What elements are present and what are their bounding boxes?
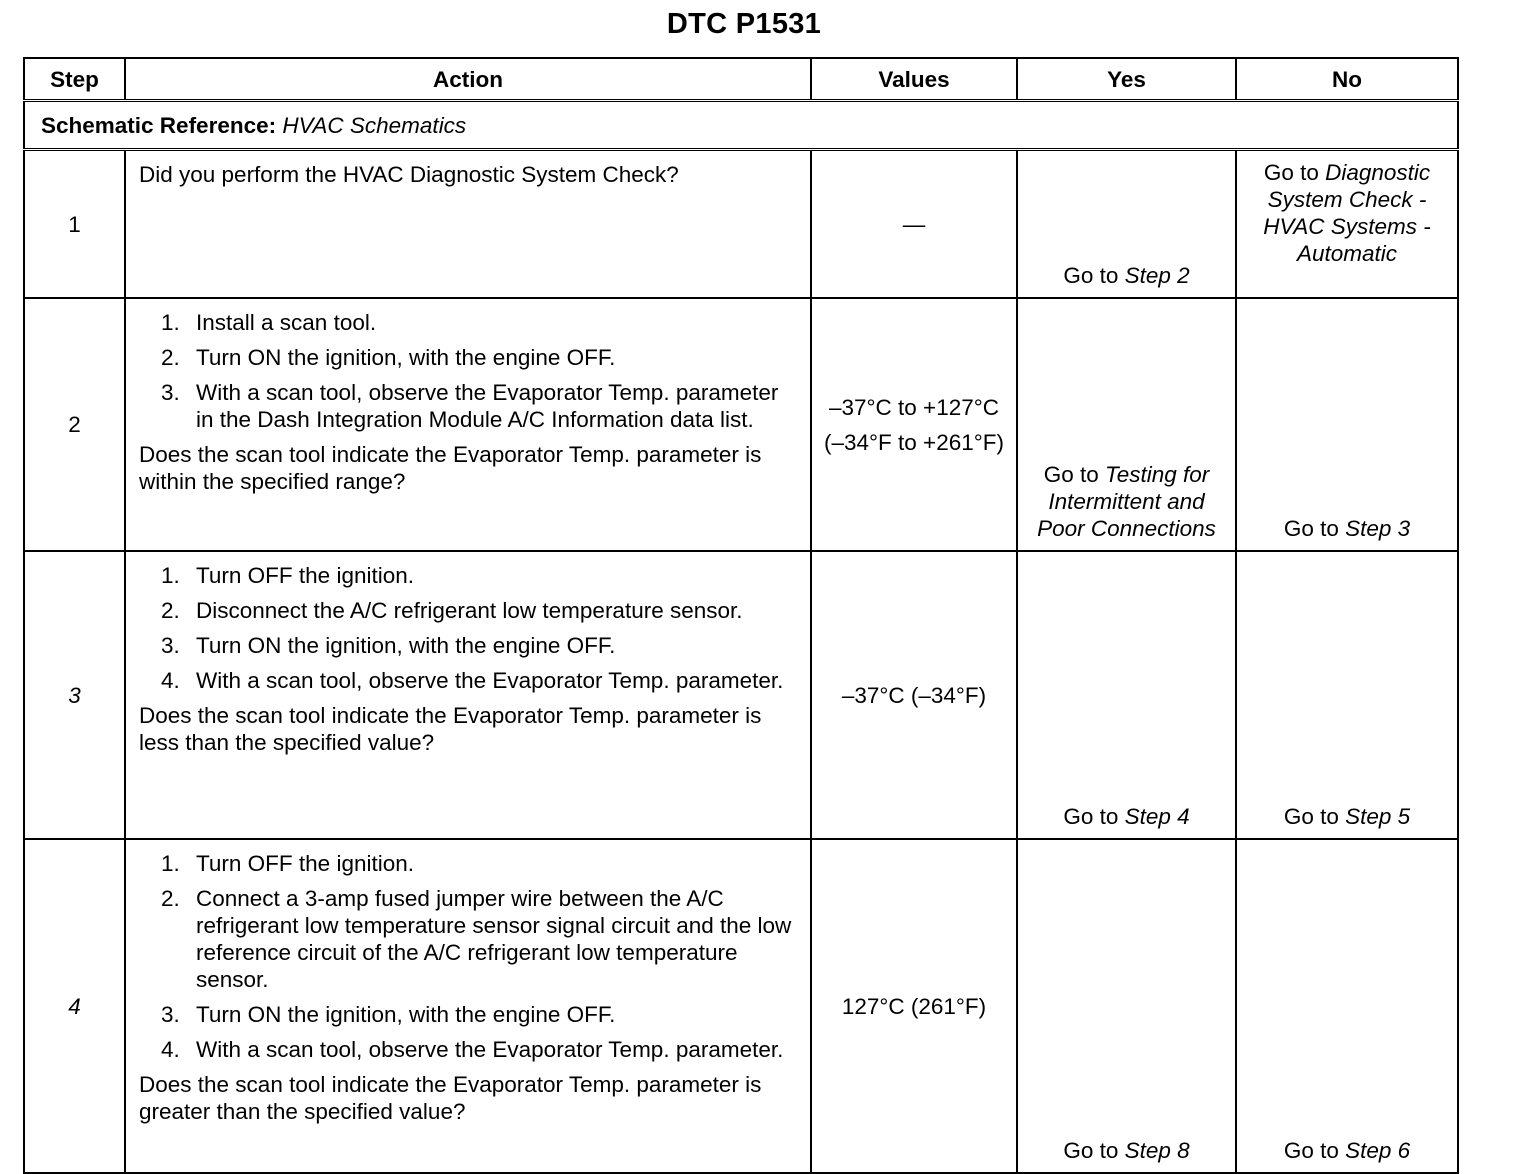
action-question: Does the scan tool indicate the Evaporator Temp. parameter is less than the specified value? [139, 703, 762, 755]
yes-cell [1017, 150, 1236, 299]
action-list [139, 562, 802, 694]
no-cell [1236, 551, 1458, 839]
action-cell [125, 551, 811, 839]
list-item: 1. Turn OFF the ignition. [161, 851, 415, 876]
list-item: 3. Turn ON the ignition, with the engine OFF. [161, 1002, 616, 1027]
action-list [139, 309, 802, 433]
action-cell [125, 298, 811, 551]
no-link[interactable]: Step 6 [1345, 1138, 1411, 1163]
list-item: 2. Disconnect the A/C refrigerant low temperature sensor. [161, 598, 743, 623]
list-item: 2. Connect a 3-amp fused jumper wire between the A/C refrigerant low temperature sensor signal circuit and the low reference circuit of the A/C refrigerant low temperature sensor. [161, 886, 792, 992]
schematic-reference [24, 101, 1458, 150]
list-item: 1. Turn OFF the ignition. [161, 563, 415, 588]
table-row [24, 839, 1458, 1173]
action-list [139, 850, 802, 1063]
diagnostic-table [23, 57, 1459, 1174]
yes-prefix: Go to [1063, 804, 1119, 829]
yes-cell [1017, 298, 1236, 551]
list-item: 1. Install a scan tool. [161, 310, 377, 335]
list-item: 4. With a scan tool, observe the Evaporator Temp. parameter. [161, 668, 784, 693]
no-link[interactable]: Step 5 [1345, 804, 1411, 829]
list-item: 2. Turn ON the ignition, with the engine OFF. [161, 345, 616, 370]
list-item: 3. With a scan tool, observe the Evaporator Temp. parameter in the Dash Integration Module A/C Information data list. [161, 380, 779, 432]
value-cell [811, 298, 1017, 551]
header-row [24, 58, 1458, 101]
table-row [24, 150, 1458, 299]
step-number: 2 [24, 298, 125, 551]
action-question: Does the scan tool indicate the Evaporator Temp. parameter is greater than the specified value? [139, 1072, 762, 1124]
value-cell: –37°C (–34°F) [811, 551, 1017, 839]
header-action: Action [125, 58, 811, 101]
list-item: 4. With a scan tool, observe the Evaporator Temp. parameter. [161, 1037, 784, 1062]
yes-prefix: Go to [1043, 462, 1099, 487]
header-step: Step [24, 58, 125, 101]
page-title: DTC P1531 [666, 8, 822, 40]
schematic-row [24, 101, 1458, 150]
step-number: 3 [24, 551, 125, 839]
yes-link[interactable]: Step 4 [1124, 804, 1190, 829]
table-row [24, 298, 1458, 551]
header-yes: Yes [1017, 58, 1236, 101]
no-prefix: Go to [1283, 516, 1339, 541]
value-cell: 127°C (261°F) [811, 839, 1017, 1173]
yes-link[interactable]: Testing for Intermittent and Poor Connections [1037, 462, 1216, 541]
header-values: Values [811, 58, 1017, 101]
action-cell [125, 839, 811, 1173]
header-no: No [1236, 58, 1458, 101]
no-prefix: Go to [1283, 804, 1339, 829]
yes-link[interactable]: Step 2 [1124, 263, 1190, 288]
value-cell: — [811, 150, 1017, 299]
yes-link[interactable]: Step 8 [1124, 1138, 1190, 1163]
action-question: Does the scan tool indicate the Evaporator Temp. parameter is within the specified range? [139, 442, 762, 494]
yes-cell [1017, 839, 1236, 1173]
list-item: 3. Turn ON the ignition, with the engine OFF. [161, 633, 616, 658]
no-prefix: Go to [1283, 1138, 1339, 1163]
no-link[interactable]: Step 3 [1345, 516, 1411, 541]
no-cell [1236, 839, 1458, 1173]
step-number: 1 [24, 150, 125, 299]
schematic-link[interactable]: HVAC Schematics [282, 112, 467, 138]
table-row [24, 551, 1458, 839]
no-cell [1236, 150, 1458, 299]
step-number: 4 [24, 839, 125, 1173]
value-fahrenheit: (–34°F to +261°F) [824, 429, 1004, 455]
action-cell [125, 150, 811, 299]
schematic-label: Schematic Reference: [41, 112, 277, 138]
action-question: Did you perform the HVAC Diagnostic System Check? [139, 162, 679, 187]
yes-prefix: Go to [1063, 1138, 1119, 1163]
no-cell [1236, 298, 1458, 551]
yes-prefix: Go to [1063, 263, 1119, 288]
no-link[interactable]: Diagnostic System Check - HVAC Systems - Automatic [1263, 160, 1431, 266]
yes-cell [1017, 551, 1236, 839]
no-prefix: Go to [1263, 160, 1319, 185]
value-celsius: –37°C to +127°C [829, 394, 999, 420]
